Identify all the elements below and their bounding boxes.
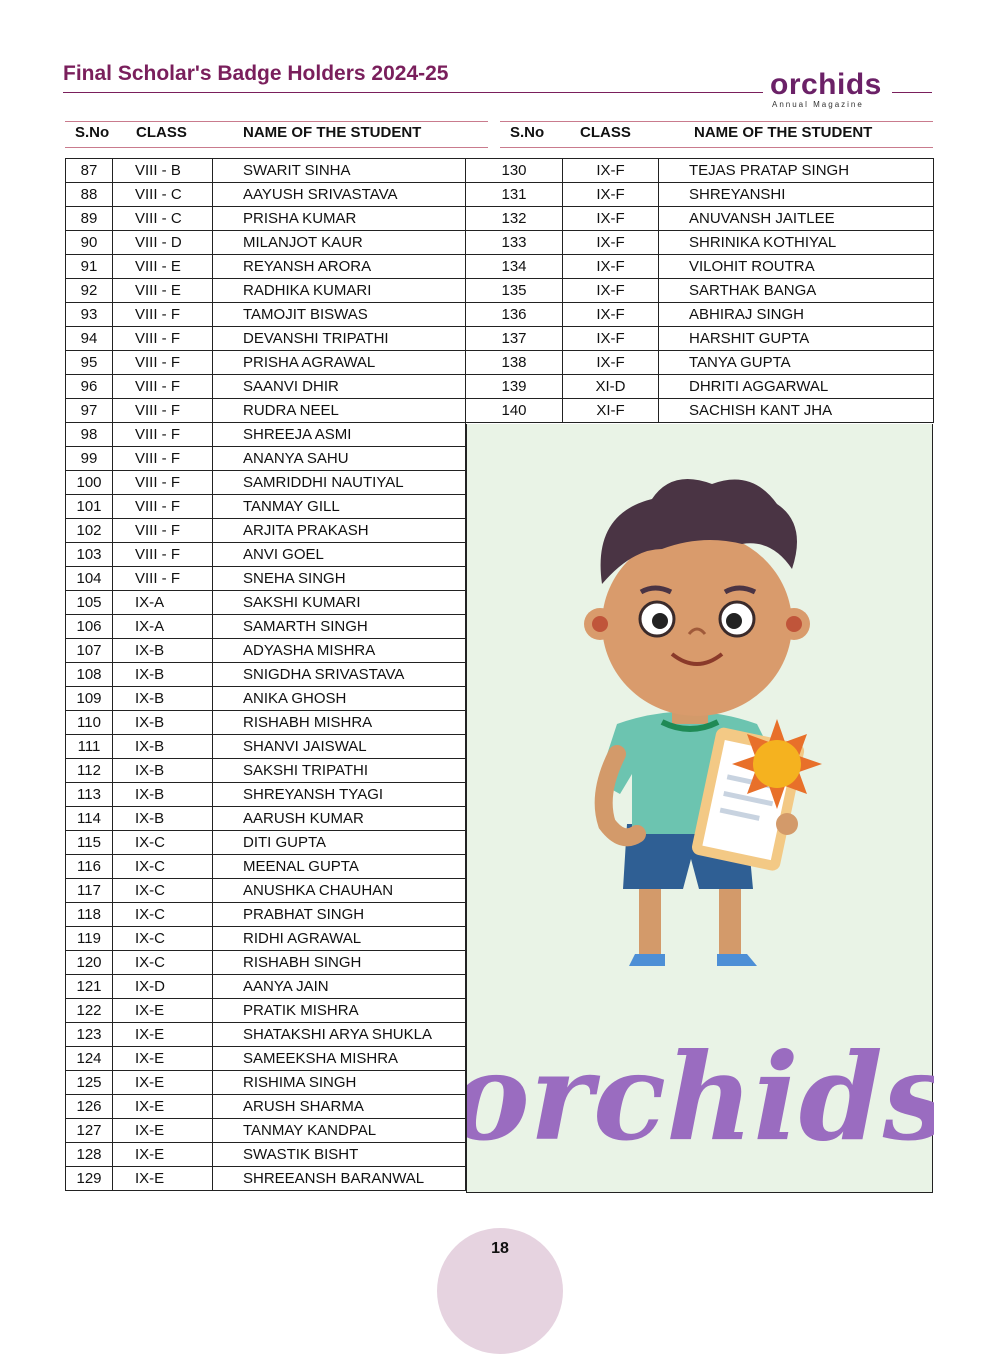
student-name: SHREEANSH BARANWAL [213, 1167, 466, 1191]
class-cell: VIII - E [113, 255, 213, 279]
class-cell: IX-B [113, 711, 213, 735]
student-name: RUDRA NEEL [213, 399, 466, 423]
class-cell: IX-D [113, 975, 213, 999]
class-cell: VIII - F [113, 303, 213, 327]
left-ear-inner [592, 616, 608, 632]
serial-number: 118 [66, 903, 113, 927]
class-cell: IX-B [113, 807, 213, 831]
class-cell: VIII - F [113, 399, 213, 423]
serial-number: 110 [66, 711, 113, 735]
student-name: SHANVI JAISWAL [213, 735, 466, 759]
table-row [66, 567, 466, 591]
serial-number: 134 [466, 255, 563, 279]
student-name: TAMOJIT BISWAS [213, 303, 466, 327]
student-name: SHATAKSHI ARYA SHUKLA [213, 1023, 466, 1047]
class-cell: VIII - F [113, 423, 213, 447]
table-row [66, 207, 466, 231]
class-cell: IX-E [113, 1023, 213, 1047]
student-name: AANYA JAIN [213, 975, 466, 999]
serial-number: 87 [66, 159, 113, 183]
table-row [66, 591, 466, 615]
table-row [466, 159, 934, 183]
student-name: SARTHAK BANGA [659, 279, 934, 303]
student-name: SHRINIKA KOTHIYAL [659, 231, 934, 255]
table-row [66, 1071, 466, 1095]
student-name: PRATIK MISHRA [213, 999, 466, 1023]
serial-number: 133 [466, 231, 563, 255]
student-name: MILANJOT KAUR [213, 231, 466, 255]
right-header-name: NAME OF THE STUDENT [694, 124, 873, 141]
table-row [66, 327, 466, 351]
table-row [66, 759, 466, 783]
student-name: TEJAS PRATAP SINGH [659, 159, 934, 183]
table-row [66, 423, 466, 447]
left-header-top-rule [65, 121, 488, 122]
class-cell: IX-E [113, 999, 213, 1023]
serial-number: 104 [66, 567, 113, 591]
student-name: ANUVANSH JAITLEE [659, 207, 934, 231]
student-name: DEVANSHI TRIPATHI [213, 327, 466, 351]
table-row [66, 543, 466, 567]
class-cell: IX-F [563, 159, 659, 183]
student-name: SWARIT SINHA [213, 159, 466, 183]
class-cell: IX-E [113, 1047, 213, 1071]
student-name: ANVI GOEL [213, 543, 466, 567]
student-name: SAMARTH SINGH [213, 615, 466, 639]
class-cell: VIII - D [113, 231, 213, 255]
student-name: PRISHA AGRAWAL [213, 351, 466, 375]
table-row [66, 279, 466, 303]
left-pupil [652, 613, 668, 629]
left-student-table [65, 158, 466, 1191]
class-cell: VIII - F [113, 327, 213, 351]
page-title: Final Scholar's Badge Holders 2024-25 [63, 62, 449, 85]
left-header-class: CLASS [136, 124, 187, 141]
serial-number: 99 [66, 447, 113, 471]
student-name: SAMRIDDHI NAUTIYAL [213, 471, 466, 495]
class-cell: IX-C [113, 951, 213, 975]
class-cell: IX-F [563, 231, 659, 255]
table-row [66, 303, 466, 327]
serial-number: 108 [66, 663, 113, 687]
right-hand [776, 813, 798, 835]
table-row [66, 519, 466, 543]
brand-subtitle: Annual Magazine [772, 100, 864, 109]
table-row [466, 231, 934, 255]
student-name: SAMEEKSHA MISHRA [213, 1047, 466, 1071]
student-name: ARJITA PRAKASH [213, 519, 466, 543]
table-row [466, 399, 934, 423]
table-row [66, 927, 466, 951]
class-cell: IX-A [113, 591, 213, 615]
serial-number: 135 [466, 279, 563, 303]
table-row [466, 207, 934, 231]
student-name: ADYASHA MISHRA [213, 639, 466, 663]
class-cell: IX-A [113, 615, 213, 639]
page-number: 18 [491, 1240, 509, 1257]
student-name: AAYUSH SRIVASTAVA [213, 183, 466, 207]
table-row [66, 447, 466, 471]
serial-number: 131 [466, 183, 563, 207]
table-row [66, 183, 466, 207]
class-cell: VIII - F [113, 567, 213, 591]
class-cell: IX-B [113, 783, 213, 807]
serial-number: 98 [66, 423, 113, 447]
student-name: MEENAL GUPTA [213, 855, 466, 879]
class-cell: IX-C [113, 831, 213, 855]
table-row [466, 279, 934, 303]
student-name: SWASTIK BISHT [213, 1143, 466, 1167]
right-pupil [726, 613, 742, 629]
class-cell: VIII - F [113, 543, 213, 567]
class-cell: IX-F [563, 183, 659, 207]
class-cell: IX-C [113, 879, 213, 903]
left-header-sno: S.No [75, 124, 110, 141]
class-cell: VIII - C [113, 183, 213, 207]
serial-number: 137 [466, 327, 563, 351]
illustration-panel [466, 424, 933, 1193]
serial-number: 97 [66, 399, 113, 423]
student-name: SNIGDHA SRIVASTAVA [213, 663, 466, 687]
serial-number: 101 [66, 495, 113, 519]
orchids-wordmark: orchids [467, 1027, 934, 1168]
serial-number: 119 [66, 927, 113, 951]
serial-number: 112 [66, 759, 113, 783]
serial-number: 127 [66, 1119, 113, 1143]
table-row [66, 375, 466, 399]
serial-number: 105 [66, 591, 113, 615]
serial-number: 102 [66, 519, 113, 543]
table-row [66, 495, 466, 519]
student-name: RISHIMA SINGH [213, 1071, 466, 1095]
serial-number: 94 [66, 327, 113, 351]
right-header-top-rule [500, 121, 933, 122]
student-name: RISHABH SINGH [213, 951, 466, 975]
student-name: SHREEJA ASMI [213, 423, 466, 447]
student-name: RISHABH MISHRA [213, 711, 466, 735]
student-name: REYANSH ARORA [213, 255, 466, 279]
student-name: ARUSH SHARMA [213, 1095, 466, 1119]
serial-number: 117 [66, 879, 113, 903]
table-row [66, 807, 466, 831]
serial-number: 123 [66, 1023, 113, 1047]
student-name: SAKSHI TRIPATHI [213, 759, 466, 783]
right-leg [719, 879, 741, 959]
table-row [66, 663, 466, 687]
class-cell: IX-F [563, 279, 659, 303]
student-name: RIDHI AGRAWAL [213, 927, 466, 951]
class-cell: IX-C [113, 855, 213, 879]
serial-number: 126 [66, 1095, 113, 1119]
class-cell: IX-F [563, 255, 659, 279]
student-name: TANYA GUPTA [659, 351, 934, 375]
serial-number: 132 [466, 207, 563, 231]
table-row [466, 183, 934, 207]
student-name: PRABHAT SINGH [213, 903, 466, 927]
class-cell: VIII - B [113, 159, 213, 183]
boy-holding-certificate-illustration [467, 424, 934, 1193]
serial-number: 129 [66, 1167, 113, 1191]
table-row [66, 711, 466, 735]
class-cell: XI-F [563, 399, 659, 423]
student-name: DHRITI AGGARWAL [659, 375, 934, 399]
table-row [66, 231, 466, 255]
brand-logo [770, 70, 890, 109]
student-name: SACHISH KANT JHA [659, 399, 934, 423]
serial-number: 103 [66, 543, 113, 567]
class-cell: IX-F [563, 327, 659, 351]
student-name: SHREYANSH TYAGI [213, 783, 466, 807]
table-row [466, 327, 934, 351]
head [602, 532, 792, 716]
class-cell: VIII - F [113, 471, 213, 495]
serial-number: 90 [66, 231, 113, 255]
class-cell: IX-C [113, 927, 213, 951]
class-cell: IX-F [563, 207, 659, 231]
class-cell: IX-B [113, 759, 213, 783]
title-underline [63, 92, 763, 93]
class-cell: IX-C [113, 903, 213, 927]
student-name: TANMAY KANDPAL [213, 1119, 466, 1143]
serial-number: 96 [66, 375, 113, 399]
class-cell: IX-E [113, 1143, 213, 1167]
serial-number: 111 [66, 735, 113, 759]
table-row [66, 975, 466, 999]
serial-number: 136 [466, 303, 563, 327]
serial-number: 138 [466, 351, 563, 375]
student-name: ANUSHKA CHAUHAN [213, 879, 466, 903]
class-cell: VIII - E [113, 279, 213, 303]
class-cell: VIII - F [113, 495, 213, 519]
right-student-table [465, 158, 934, 423]
table-row [66, 1095, 466, 1119]
class-cell: IX-B [113, 687, 213, 711]
right-header-class: CLASS [580, 124, 631, 141]
class-cell: IX-B [113, 735, 213, 759]
serial-number: 121 [66, 975, 113, 999]
serial-number: 100 [66, 471, 113, 495]
table-row [66, 687, 466, 711]
serial-number: 88 [66, 183, 113, 207]
table-row [66, 879, 466, 903]
serial-number: 89 [66, 207, 113, 231]
brand-dash [892, 92, 932, 93]
table-row [66, 903, 466, 927]
class-cell: XI-D [563, 375, 659, 399]
class-cell: IX-F [563, 303, 659, 327]
student-name: ANANYA SAHU [213, 447, 466, 471]
serial-number: 128 [66, 1143, 113, 1167]
right-header-sno: S.No [510, 124, 545, 141]
class-cell: VIII - C [113, 207, 213, 231]
class-cell: IX-E [113, 1167, 213, 1191]
brand-name: orchids [770, 68, 882, 101]
table-row [66, 471, 466, 495]
table-row [466, 255, 934, 279]
left-header-name: NAME OF THE STUDENT [243, 124, 422, 141]
left-header-bottom-rule [65, 147, 488, 148]
student-name: RADHIKA KUMARI [213, 279, 466, 303]
serial-number: 122 [66, 999, 113, 1023]
serial-number: 91 [66, 255, 113, 279]
serial-number: 92 [66, 279, 113, 303]
class-cell: IX-E [113, 1071, 213, 1095]
student-name: ANIKA GHOSH [213, 687, 466, 711]
serial-number: 130 [466, 159, 563, 183]
serial-number: 93 [66, 303, 113, 327]
student-name: SAANVI DHIR [213, 375, 466, 399]
class-cell: IX-F [563, 351, 659, 375]
table-row [66, 783, 466, 807]
table-row [66, 615, 466, 639]
serial-number: 125 [66, 1071, 113, 1095]
student-name: SHREYANSHI [659, 183, 934, 207]
table-row [66, 1167, 466, 1191]
serial-number: 113 [66, 783, 113, 807]
table-row [66, 255, 466, 279]
table-row [66, 1119, 466, 1143]
table-row [466, 351, 934, 375]
table-row [66, 639, 466, 663]
class-cell: VIII - F [113, 351, 213, 375]
class-cell: IX-E [113, 1119, 213, 1143]
table-row [66, 831, 466, 855]
table-row [66, 855, 466, 879]
table-row [66, 999, 466, 1023]
serial-number: 139 [466, 375, 563, 399]
serial-number: 116 [66, 855, 113, 879]
class-cell: IX-E [113, 1095, 213, 1119]
serial-number: 109 [66, 687, 113, 711]
student-name: TANMAY GILL [213, 495, 466, 519]
serial-number: 120 [66, 951, 113, 975]
class-cell: VIII - F [113, 519, 213, 543]
serial-number: 95 [66, 351, 113, 375]
serial-number: 114 [66, 807, 113, 831]
student-name: ABHIRAJ SINGH [659, 303, 934, 327]
right-ear-inner [786, 616, 802, 632]
left-shoe [629, 954, 665, 966]
student-name: SNEHA SINGH [213, 567, 466, 591]
class-cell: VIII - F [113, 447, 213, 471]
serial-number: 107 [66, 639, 113, 663]
table-row [66, 1023, 466, 1047]
table-row [66, 159, 466, 183]
table-row [466, 375, 934, 399]
student-name: DITI GUPTA [213, 831, 466, 855]
table-row [66, 735, 466, 759]
table-row [66, 351, 466, 375]
right-header-bottom-rule [500, 147, 933, 148]
table-row [66, 1143, 466, 1167]
table-row [466, 303, 934, 327]
serial-number: 140 [466, 399, 563, 423]
table-row [66, 399, 466, 423]
table-row [66, 1047, 466, 1071]
student-name: HARSHIT GUPTA [659, 327, 934, 351]
student-name: AARUSH KUMAR [213, 807, 466, 831]
student-name: SAKSHI KUMARI [213, 591, 466, 615]
left-leg [639, 879, 661, 959]
student-name: VILOHIT ROUTRA [659, 255, 934, 279]
student-name: PRISHA KUMAR [213, 207, 466, 231]
serial-number: 124 [66, 1047, 113, 1071]
serial-number: 106 [66, 615, 113, 639]
class-cell: IX-B [113, 663, 213, 687]
table-row [66, 951, 466, 975]
right-shoe [717, 954, 757, 966]
class-cell: VIII - F [113, 375, 213, 399]
class-cell: IX-B [113, 639, 213, 663]
serial-number: 115 [66, 831, 113, 855]
